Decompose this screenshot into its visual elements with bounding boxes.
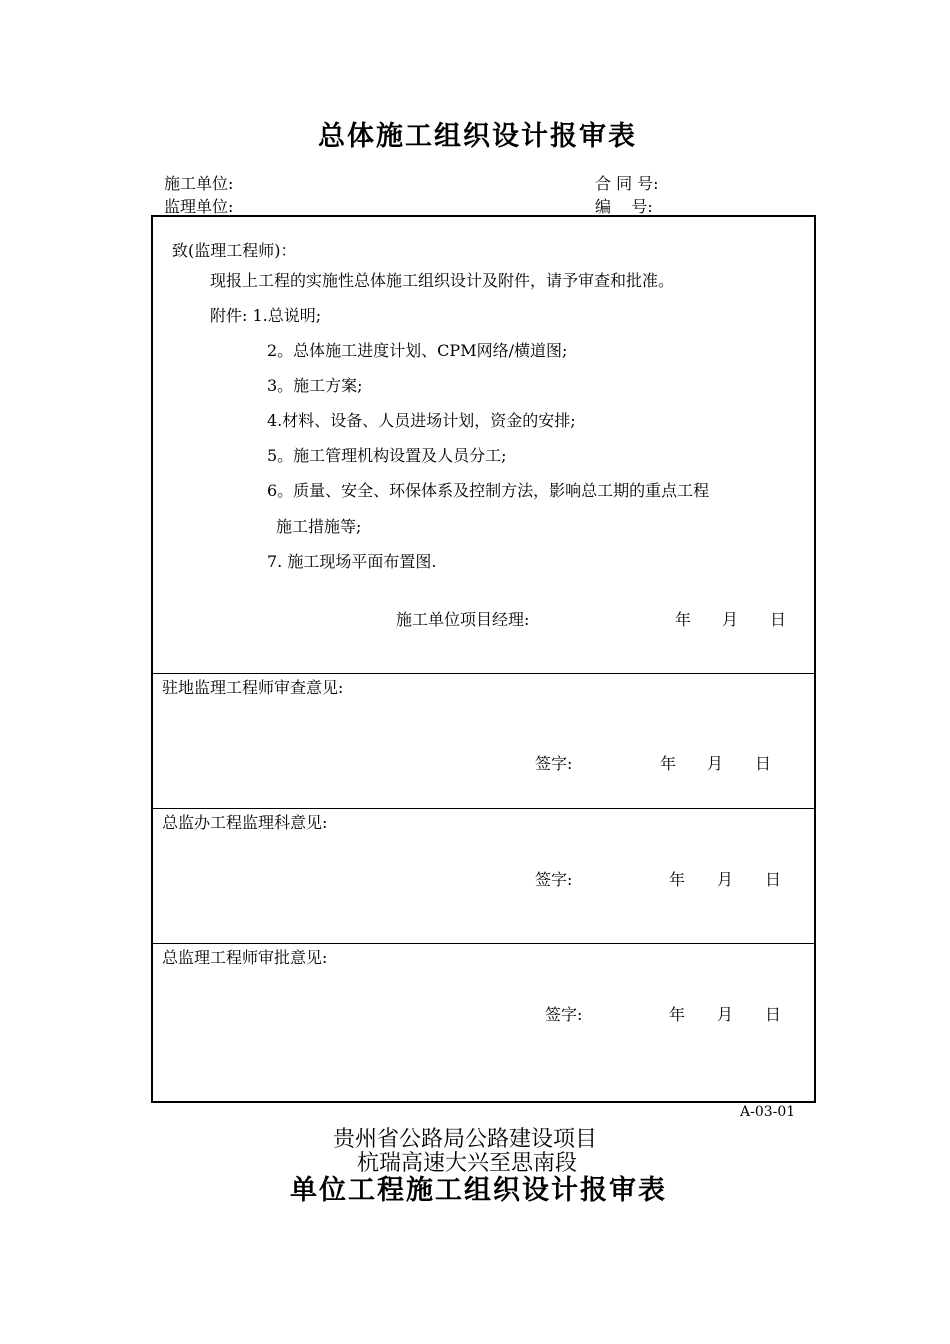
footer-project-name: 贵州省公路局公路建设项目 xyxy=(333,1127,598,1152)
date-month: 月 xyxy=(722,610,739,629)
date-year: 年 xyxy=(669,1005,686,1024)
date-month: 月 xyxy=(717,1005,734,1024)
attachment-label xyxy=(210,303,321,326)
date-year: 年 xyxy=(669,870,686,889)
attachment-item: 6。质量、安全、环保体系及控制方法，影响总工期的重点工程 xyxy=(267,481,710,500)
page-title: 总体施工组织设计报审表 xyxy=(318,121,637,152)
attachment-item: 1.总说明; xyxy=(252,306,322,325)
signature-label: 签字: xyxy=(545,1005,583,1024)
signature-label: 签字: xyxy=(535,870,573,889)
footer-section-name: 杭瑞高速大兴至思南段 xyxy=(357,1151,578,1176)
date-day: 日 xyxy=(755,754,772,773)
footer-title: 单位工程施工组织设计报审表 xyxy=(290,1175,667,1206)
recipient-line: 致(监理工程师)： xyxy=(172,241,297,260)
intro-text: 现报上工程的实施性总体施工组织设计及附件，请予审查和批准。 xyxy=(210,271,675,290)
date-day: 日 xyxy=(765,1005,782,1024)
section-divider xyxy=(151,943,816,944)
attachment-item: 5。施工管理机构设置及人员分工; xyxy=(267,446,507,465)
date-month: 月 xyxy=(717,870,734,889)
section-divider xyxy=(151,808,816,809)
resident-engineer-opinion-label: 驻地监理工程师审查意见: xyxy=(162,678,344,697)
supervision-office-opinion-label: 总监办工程监理科意见: xyxy=(162,813,328,832)
serial-no-label: 编 号: xyxy=(595,197,653,216)
attachment-item: 2。总体施工进度计划、CPM网络/横道图; xyxy=(267,341,568,360)
date-month: 月 xyxy=(707,754,724,773)
date-year: 年 xyxy=(660,754,677,773)
chief-engineer-approval-label: 总监理工程师审批意见: xyxy=(162,948,328,967)
section-divider xyxy=(151,673,816,674)
supervisor-label: 监理单位: xyxy=(164,197,234,216)
manager-label: 施工单位项目经理: xyxy=(396,610,530,629)
date-day: 日 xyxy=(765,870,782,889)
attachment-item: 3。施工方案; xyxy=(267,376,363,395)
date-day: 日 xyxy=(770,610,787,629)
contractor-label: 施工单位: xyxy=(164,174,234,193)
attachment-item: 4.材料、设备、人员进场计划，资金的安排; xyxy=(267,411,576,430)
date-year: 年 xyxy=(675,610,692,629)
attachment-prefix: 附件: xyxy=(210,306,253,325)
signature-label: 签字: xyxy=(535,754,573,773)
form-code: A-03-01 xyxy=(740,1104,796,1120)
attachment-item: 7. 施工现场平面布置图. xyxy=(267,552,437,571)
contract-no-label: 合 同 号: xyxy=(595,174,659,193)
attachment-item: 施工措施等; xyxy=(276,517,362,536)
